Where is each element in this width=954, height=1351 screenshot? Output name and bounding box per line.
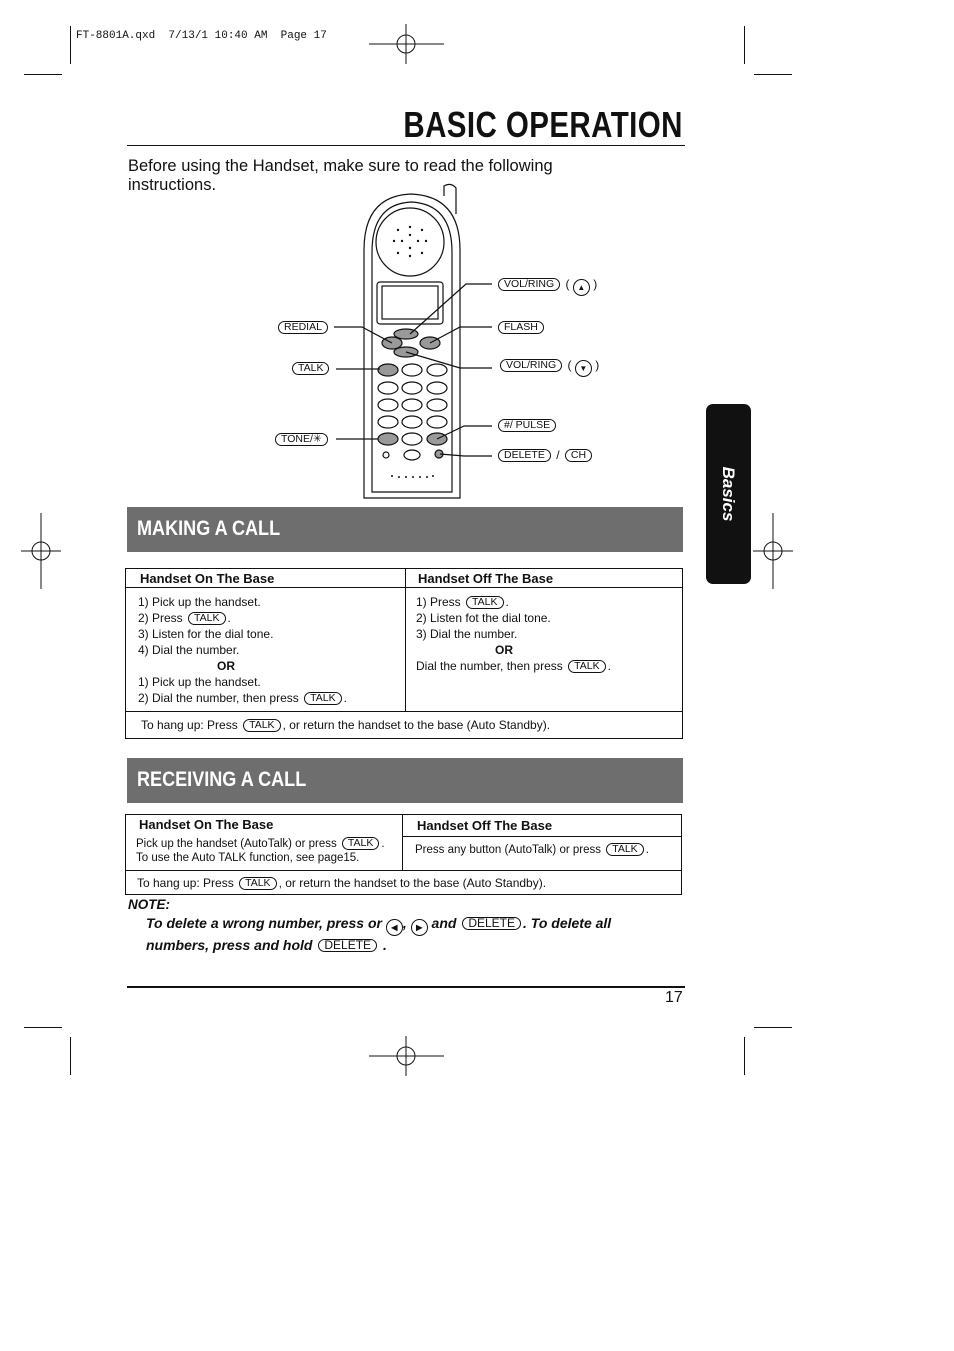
tone-label <box>273 432 330 446</box>
table-divider <box>402 815 403 871</box>
vol-ring-key: VOL/RING <box>498 278 560 291</box>
making-call-table <box>125 568 683 739</box>
off-base-text <box>415 842 649 858</box>
footer-rule <box>127 986 685 988</box>
period: . <box>607 659 611 673</box>
delete-key: DELETE <box>318 939 377 952</box>
note-line-2 <box>146 936 686 955</box>
period: . <box>343 691 347 705</box>
talk-key: TALK <box>304 692 341 705</box>
list-item: 3) Listen for the dial tone. <box>138 627 274 641</box>
period: . <box>227 611 231 625</box>
tone-key: TONE/✳ <box>275 433 328 446</box>
redial-key: REDIAL <box>278 321 328 334</box>
vol-ring-up-label <box>496 277 597 296</box>
hangup-post: , or return the handset to the base (Auto Standby). <box>282 718 551 732</box>
flash-label <box>496 320 546 334</box>
col-header-on-base: Handset On The Base <box>140 571 275 586</box>
section-tab <box>706 404 751 584</box>
delete-key: DELETE <box>498 449 551 462</box>
list-item <box>138 690 398 706</box>
talk-label <box>290 361 331 375</box>
heading-text: RECEIVING A CALL <box>137 768 307 791</box>
paren: ( <box>565 277 570 291</box>
table-divider <box>126 711 682 712</box>
on-base-steps <box>138 594 398 706</box>
left-arrow-icon: ◀ <box>386 919 403 936</box>
list-item: 3) Dial the number. <box>416 627 518 641</box>
talk-key: TALK <box>342 837 379 850</box>
step-text: 2) Press <box>138 611 183 625</box>
list-item: 1) Pick up the handset. <box>138 595 261 609</box>
off-base-steps <box>416 594 676 674</box>
vol-ring-down-label <box>498 358 599 377</box>
talk-key: TALK <box>568 660 605 673</box>
note-text: and <box>431 915 457 931</box>
delete-key: DELETE <box>462 917 521 930</box>
slash: / <box>556 448 560 462</box>
pulse-label <box>496 418 558 432</box>
receiving-call-table <box>125 814 682 895</box>
table-divider <box>402 836 681 837</box>
comma: , <box>402 915 407 931</box>
list-item: 4) Dial the number. <box>138 643 240 657</box>
step-text: 1) Press <box>416 595 461 609</box>
hangup-post: , or return the handset to the base (Auto Standby). <box>278 876 547 890</box>
talk-key: TALK <box>188 612 225 625</box>
ch-key: CH <box>565 449 592 462</box>
talk-key: TALK <box>243 719 280 732</box>
talk-key: TALK <box>606 843 643 856</box>
right-arrow-icon: ▶ <box>411 919 428 936</box>
hangup-instruction <box>137 875 546 891</box>
down-arrow-icon: ▼ <box>575 360 592 377</box>
delete-ch-label <box>496 448 594 462</box>
period: . <box>381 838 385 850</box>
note-text: To delete a wrong number, press or <box>146 915 382 931</box>
on-base-text <box>136 837 385 865</box>
paren: ( <box>567 358 572 372</box>
talk-key: TALK <box>239 877 276 890</box>
flash-key: FLASH <box>498 321 544 334</box>
hangup-pre: To hang up: Press <box>137 876 234 890</box>
list-item <box>416 658 676 674</box>
list-item: To use the Auto TALK function, see page15. <box>136 852 360 864</box>
list-item <box>416 594 676 610</box>
receiving-call-heading <box>127 758 683 803</box>
table-divider <box>405 569 406 712</box>
list-item: 1) Pick up the handset. <box>138 675 261 689</box>
talk-key: TALK <box>466 596 503 609</box>
list-item: 2) Listen fot the dial tone. <box>416 611 551 625</box>
period: . <box>505 595 509 609</box>
note-line-1 <box>146 914 686 936</box>
col-header-off-base: Handset Off The Base <box>418 571 554 586</box>
talk-key: TALK <box>292 362 329 375</box>
table-divider <box>126 870 681 871</box>
table-divider <box>126 587 682 588</box>
hangup-pre: To hang up: Press <box>141 718 238 732</box>
step-text: Press any button (AutoTalk) or press <box>415 844 601 856</box>
paren: ) <box>593 277 598 291</box>
file-slug: FT-8801A.qxd 7/13/1 10:40 AM Page 17 <box>76 30 327 42</box>
col-header-on-base: Handset On The Base <box>139 817 274 832</box>
note-text: . To delete all <box>523 915 612 931</box>
pulse-key: #/ PULSE <box>498 419 556 432</box>
intro-text: Before using the Handset, make sure to read the following instructions. <box>128 157 553 194</box>
page-title: BASIC OPERATION <box>403 104 683 145</box>
note-text: numbers, press and hold <box>146 937 313 953</box>
period: . <box>382 937 387 953</box>
col-header-off-base: Handset Off The Base <box>417 818 553 833</box>
list-item <box>136 837 385 851</box>
note-label: NOTE: <box>128 897 170 912</box>
hangup-instruction <box>141 717 550 733</box>
up-arrow-icon: ▲ <box>573 279 590 296</box>
page-number: 17 <box>665 989 683 1006</box>
section-tab-label: Basics <box>719 466 738 522</box>
heading-text: MAKING A CALL <box>137 517 281 540</box>
note-body <box>146 914 686 955</box>
step-text: Pick up the handset (AutoTalk) or press <box>136 838 337 850</box>
or-separator: OR <box>217 659 235 673</box>
step-text: 2) Dial the number, then press <box>138 691 299 705</box>
making-call-heading <box>127 507 683 552</box>
step-text: Dial the number, then press <box>416 659 563 673</box>
handset-diagram <box>0 0 954 520</box>
redial-label <box>276 320 330 334</box>
list-item <box>138 610 398 626</box>
period: . <box>645 844 649 856</box>
vol-ring-key: VOL/RING <box>500 359 562 372</box>
or-separator: OR <box>495 643 513 657</box>
paren: ) <box>595 358 600 372</box>
